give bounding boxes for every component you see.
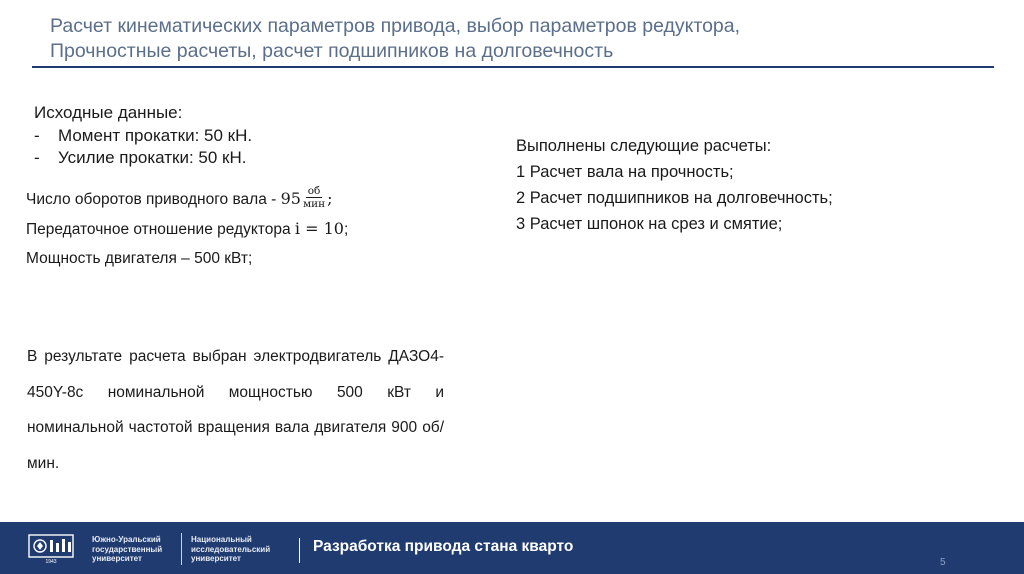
source-data-item <box>34 147 252 170</box>
shaft-speed-label: Число оборотов приводного вала - <box>26 191 281 208</box>
source-data-item <box>34 125 252 148</box>
calculations-heading: Выполнены следующие расчеты: <box>516 137 772 155</box>
source-data-item-text: Момент прокатки: 50 кН. <box>58 125 253 145</box>
slide-title-line-2: Прочностные расчеты, расчет подшипников на долговечность <box>50 40 614 62</box>
university-name-line: государственный <box>92 544 163 554</box>
speed-unit-fraction <box>303 185 325 210</box>
page-number: 5 <box>940 557 946 568</box>
university-status-line: университет <box>191 554 241 563</box>
university-status <box>191 535 301 564</box>
calculations-section <box>516 133 833 237</box>
footer-slide-title: Разработка привода стана кварто <box>313 538 574 555</box>
source-data-heading: Исходные данные: <box>34 103 183 122</box>
logo-year: 1943 <box>45 559 57 564</box>
calculation-item: 1 Расчет вала на прочность; <box>516 163 734 181</box>
slide-title <box>50 14 990 64</box>
gear-ratio-formula: i = 10 <box>294 219 344 238</box>
university-name-line: университет <box>92 554 142 563</box>
footer-bar <box>0 522 1024 574</box>
source-data-section <box>34 102 252 170</box>
shaft-speed-value: 95 <box>280 189 301 208</box>
parameters-section <box>26 184 406 273</box>
slide-title-line-1: Расчет кинематических параметров привода, выбор параметров редуктора, <box>50 15 741 37</box>
speed-unit-denominator: мин <box>302 198 326 211</box>
motor-power-line: Мощность двигателя – 500 кВт; <box>26 250 253 267</box>
bullet-dash: - <box>34 148 40 167</box>
gear-ratio-label: Передаточное отношение редуктора <box>26 221 295 238</box>
university-name <box>92 535 182 564</box>
result-paragraph: В результате расчета выбран электродвигатель ДАЗО4-450Y-8с номинальной мощностью 500 кВт и номинальной частотой вращения вала двигателя 900 об/мин. <box>27 348 444 472</box>
university-logo-icon <box>28 534 74 564</box>
gear-ratio-line <box>26 214 406 244</box>
shaft-speed-end: ; <box>327 189 333 208</box>
footer-divider <box>299 538 300 563</box>
gear-ratio-end: ; <box>343 221 349 238</box>
source-data-item-text: Усилие прокатки: 50 кН. <box>58 148 247 167</box>
university-status-line: Национальный <box>191 535 252 544</box>
speed-unit-numerator: об <box>307 185 321 198</box>
university-status-line: исследовательский <box>191 544 271 554</box>
title-divider <box>32 66 994 68</box>
shaft-speed-line <box>26 184 406 214</box>
university-name-line: Южно-Уральский <box>92 535 161 544</box>
calculation-item: 3 Расчет шпонок на срез и смятие; <box>516 215 783 233</box>
calculation-item: 2 Расчет подшипников на долговечность; <box>516 189 833 207</box>
footer-divider <box>181 533 182 565</box>
bullet-dash: - <box>34 125 40 145</box>
